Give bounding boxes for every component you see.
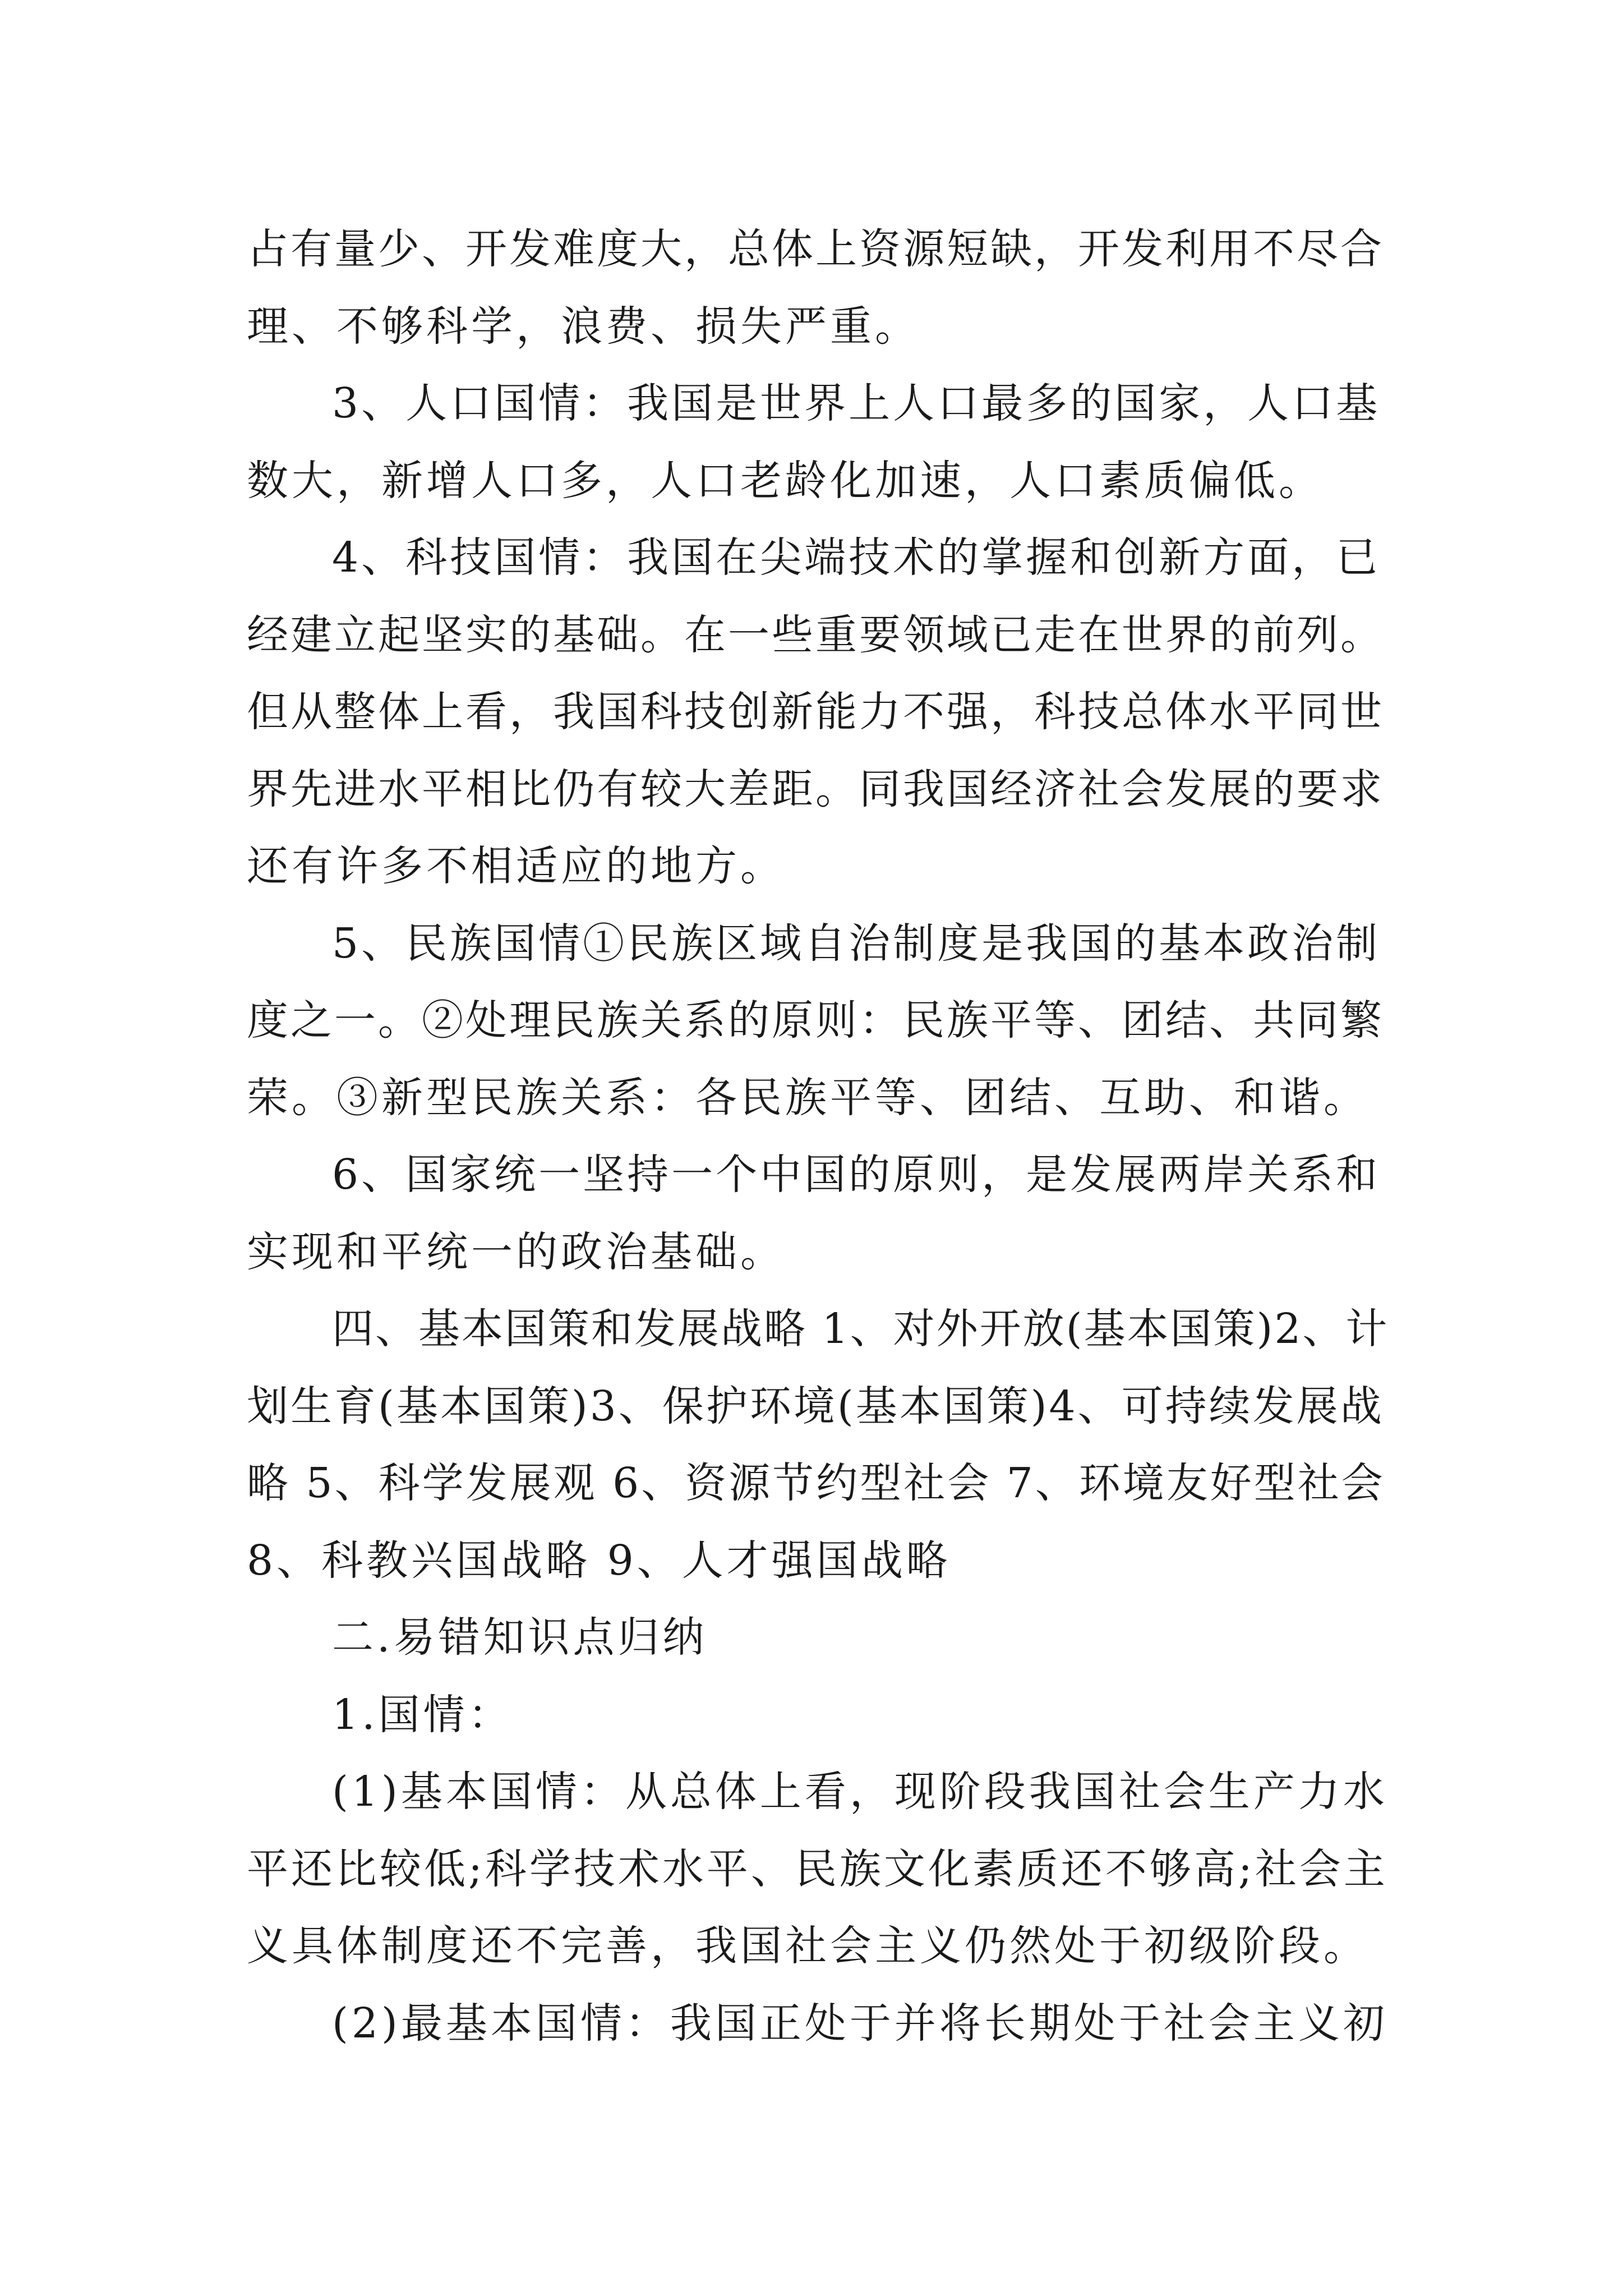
text-line: 4、科技国情：我国在尖端技术的掌握和创新方面，已 bbox=[332, 533, 1381, 582]
text-line: 但从整体上看，我国科技创新能力不强，科技总体水平同世 bbox=[247, 688, 1384, 736]
text-line: 6、国家统一坚持一个中国的原则，是发展两岸关系和 bbox=[332, 1151, 1381, 1199]
text-line: 1.国情： bbox=[332, 1690, 513, 1739]
text-line: 度之一。②处理民族关系的原则：民族平等、团结、共同繁 bbox=[247, 996, 1384, 1045]
text-line: 界先进水平相比仍有较大差距。同我国经济社会发展的要求 bbox=[247, 765, 1384, 813]
text-line: 3、人口国情：我国是世界上人口最多的国家，人口基 bbox=[332, 379, 1381, 427]
text-line: 还有许多不相适应的地方。 bbox=[247, 842, 785, 890]
text-line: 8、科教兴国战略 9、人才强国战略 bbox=[247, 1536, 951, 1585]
text-line: 5、民族国情①民族区域自治制度是我国的基本政治制 bbox=[332, 919, 1381, 968]
text-line: 实现和平统一的政治基础。 bbox=[247, 1227, 785, 1276]
text-line: 荣。③新型民族关系：各民族平等、团结、互助、和谐。 bbox=[247, 1073, 1368, 1122]
text-line: 二.易错知识点归纳 bbox=[332, 1613, 708, 1662]
text-line: (1)基本国情：从总体上看，现阶段我国社会生产力水 bbox=[332, 1768, 1388, 1816]
text-line: (2)最基本国情：我国正处于并将长期处于社会主义初 bbox=[332, 1999, 1388, 2047]
text-line: 划生育(基本国策)3、保护环境(基本国策)4、可持续发展战 bbox=[247, 1382, 1384, 1430]
text-line: 四、基本国策和发展战略 1、对外开放(基本国策)2、计 bbox=[332, 1305, 1389, 1353]
document-body bbox=[247, 211, 1391, 2062]
text-line: 义具体制度还不完善，我国社会主义仍然处于初级阶段。 bbox=[247, 1922, 1368, 1970]
text-line: 数大，新增人口多，人口老龄化加速，人口素质偏低。 bbox=[247, 456, 1324, 505]
text-line: 平还比较低;科学技术水平、民族文化素质还不够高;社会主 bbox=[247, 1844, 1388, 1893]
text-line: 略 5、科学发展观 6、资源节约型社会 7、环境友好型社会 bbox=[247, 1459, 1385, 1507]
text-line: 理、不够科学，浪费、损失严重。 bbox=[247, 302, 920, 351]
text-line: 占有量少、开发难度大，总体上资源短缺，开发利用不尽合 bbox=[247, 225, 1384, 273]
text-line: 经建立起坚实的基础。在一些重要领域已走在世界的前列。 bbox=[247, 610, 1384, 659]
